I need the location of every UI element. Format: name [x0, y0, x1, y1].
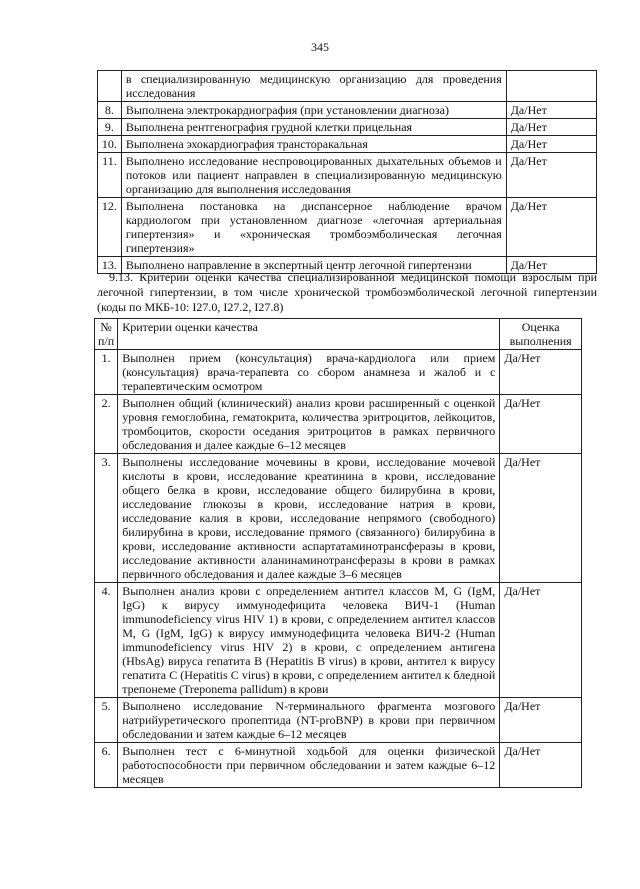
criterion-text: Выполнена постановка на диспансерное наблюдение врачом кардиологом при установленном диагнозе «легочная артериальная гипертензия» и «хроническая тромбоэмболическая легочная гипертензия» [121, 198, 506, 257]
row-number: 1. [95, 350, 118, 395]
table-row [98, 153, 597, 198]
table-row [95, 743, 582, 788]
criterion-text: Выполнено исследование неспровоцированных дыхательных объемов и потоков или пациент направлен в специализированную медицинскую организацию для выполнения исследования [121, 153, 506, 198]
criterion-text: Выполнен тест с 6-минутной ходьбой для оценки физической работоспособности при первичном обследовании и затем каждые 6–12 месяцев [118, 743, 500, 788]
criterion-text: Выполнены исследование мочевины в крови, исследование мочевой кислоты в крови, исследование креатинина в крови, исследование общего белка в крови, исследование общего билирубина в крови, исследование глюкозы в крови, исследование натрия в крови, исследование калия в крови, исследование непрямого (свободного) билирубина в крови, исследование прямого (связанного) билирубина в крови, исследование активности аспартатаминотрансферазы в крови, исследование активности аланинаминотрансферазы в крови в рамках первичного обследования и далее каждые 3–6 месяцев [118, 454, 500, 583]
result-cell: Да/Нет [506, 102, 596, 119]
table-row [98, 198, 597, 257]
row-number: 9. [98, 119, 122, 136]
header-criterion: Критерии оценки качества [118, 319, 500, 350]
result-cell: Да/Нет [500, 395, 582, 454]
result-cell: Да/Нет [500, 583, 582, 698]
row-number [98, 71, 122, 102]
table-row [95, 350, 582, 395]
table-header-row [95, 319, 582, 350]
row-number: 4. [95, 583, 118, 698]
result-cell: Да/Нет [500, 350, 582, 395]
result-cell: Да/Нет [500, 743, 582, 788]
table-row [98, 136, 597, 153]
table-row [95, 395, 582, 454]
table-row [95, 583, 582, 698]
criterion-text: Выполнен анализ крови с определением антител классов M, G (IgM, IgG) к вирусу иммунодефицита человека ВИЧ-1 (Human immunodeficiency virus HIV 1) в крови, с определением антител классов M, G (IgM, IgG) к вирусу иммунодефицита человека ВИЧ-2 (Human immunodeficiency virus HIV 2) в крови, с определением антигена (HbsAg) вируса гепатита B (Hepatitis B virus) в крови, антител к вирусу гепатита C (Hepatitis C virus) в крови, с определением антител к бледной трепонеме (Treponema pallidum) в крови [118, 583, 500, 698]
header-result: Оценка выполнения [500, 319, 582, 350]
result-cell: Да/Нет [500, 698, 582, 743]
row-number: 11. [98, 153, 122, 198]
result-cell: Да/Нет [506, 153, 596, 198]
result-cell: Да/Нет [506, 136, 596, 153]
criterion-text: Выполнен прием (консультация) врача-кардиолога или прием (консультация) врача-терапевта со сбором анамнеза и жалоб и с терапевтическим осмотром [118, 350, 500, 395]
row-number: 13. [98, 257, 122, 274]
result-cell: Да/Нет [500, 454, 582, 583]
table-row [98, 102, 597, 119]
row-number: 10. [98, 136, 122, 153]
result-cell: Да/Нет [506, 119, 596, 136]
table-row [98, 119, 597, 136]
result-cell [506, 71, 596, 102]
criterion-text: Выполнена рентгенография грудной клетки прицельная [121, 119, 506, 136]
table-row [95, 454, 582, 583]
criterion-text: в специализированную медицинскую организацию для проведения исследования [121, 71, 506, 102]
table-row [95, 698, 582, 743]
header-number: № п/п [95, 319, 118, 350]
result-cell: Да/Нет [506, 198, 596, 257]
row-number: 6. [95, 743, 118, 788]
criteria-table-continued [97, 70, 597, 274]
row-number: 5. [95, 698, 118, 743]
criterion-text: Выполнена эхокардиография трансторакальная [121, 136, 506, 153]
section-heading [97, 270, 597, 315]
page-number: 345 [311, 40, 329, 54]
criterion-text: Выполнено направление в экспертный центр легочной гипертензии [121, 257, 506, 274]
section-title-text: 9.13. Критерии оценки качества специализированной медицинской помощи взрослым при легочной гипертензии, в том числе хронической тромбоэмболической легочной гипертензии (коды по МКБ-10: I27.0, I27.2, I27.8) [97, 270, 597, 314]
criteria-table [94, 318, 582, 788]
row-number: 8. [98, 102, 122, 119]
result-cell: Да/Нет [506, 257, 596, 274]
row-number: 2. [95, 395, 118, 454]
table-row [98, 71, 597, 102]
criterion-text: Выполнено исследование N-терминального фрагмента мозгового натрийуретического пропептида (NT-proBNP) в крови при первичном обследовании и затем каждые 6–12 месяцев [118, 698, 500, 743]
row-number: 12. [98, 198, 122, 257]
criterion-text: Выполнен общий (клинический) анализ крови расширенный с оценкой уровня гемоглобина, гематокрита, количества эритроцитов, лейкоцитов, тромбоцитов, скорости оседания эритроцитов в рамках первичного обследования и далее каждые 6–12 месяцев [118, 395, 500, 454]
row-number: 3. [95, 454, 118, 583]
criterion-text: Выполнена электрокардиография (при установлении диагноза) [121, 102, 506, 119]
